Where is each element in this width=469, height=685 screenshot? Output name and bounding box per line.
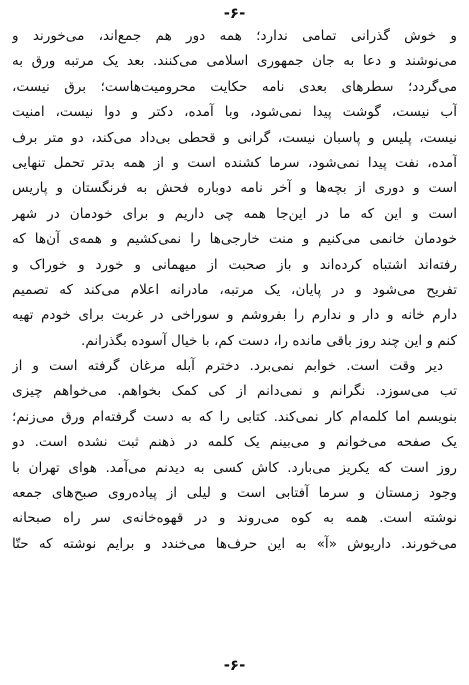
text-line: است و این که ما در این‌جا همه چی داریم و برای خودمان در شهر — [12, 205, 457, 222]
text-line: تب می‌سوزد. نگرانم و نمی‌دانم از کی کمک بخواهم. می‌خواهم چیزی — [12, 383, 457, 400]
text-line: است و دوری از بچه‌ها و آخر نامه دوباره فحش به فرنگستان و پاریس — [12, 180, 457, 197]
text-line: روز است که یکریز می‌بارد. کاش کسی به دیدنم می‌آمد. هوای تهران با — [12, 459, 457, 476]
text-line: و خوش گذرانی تمامی ندارد؛ همه دور هم جمع‌اند، می‌خورند و — [12, 28, 457, 44]
text-line: دیر وقت است. خوابم نمی‌برد. دخترم آبله مرغان گرفته است و از — [12, 358, 443, 375]
text-line: بنویسم اما کلمه‌ام کار نمی‌کند. کتابی را که به دست گرفته‌ام ورق می‌زنم؛ — [12, 408, 457, 425]
page-number-top: -۶- — [223, 4, 246, 22]
text-line: کنم و این چند روز باقی مانده را، دست کم، با خیال آسوده بگذرانم. — [81, 332, 457, 349]
body-text — [12, 24, 457, 557]
text-line: خودمان خانمی می‌کنیم و منت خارجی‌ها را نمی‌کشیم و همه‌ی آن‌ها که — [12, 231, 457, 248]
text-line: آمده، نفت پیدا نمی‌شود، سرما کشنده است و از همه بدتر تحمل تنهایی — [12, 154, 457, 171]
text-line: می‌خورند. داریوش «آ» به این حرف‌ها می‌خندد و برایم نوشته که حتّا — [12, 535, 457, 552]
text-line: تفریح می‌شود و در پایان، یک مرتبه، مادرانه اعلام می‌کند که تصمیم — [12, 281, 457, 298]
text-line: دارم خانه و دار و ندارم را بفروشم و سوراخی در غربت برای خودم تهیه — [12, 307, 457, 324]
text-line: آب نیست، گوشت پیدا نمی‌شود، وبا آمده، دکتر و دوا نیست، امنیت — [12, 104, 457, 121]
text-line: نیست، پلیس و پاسبان نیست، گرانی و قحطی بی‌داد می‌کند، دو متر برف — [12, 129, 457, 146]
text-line: می‌نوشند و دعا به جان جمهوری اسلامی می‌کنند. بعد یک مرتبه ورق به — [12, 53, 457, 70]
text-line: رفته‌اند اشتباه کرده‌اند و باز صحبت از میهمانی و خورد و خوراک و — [12, 256, 457, 273]
page-number-bottom: -۶- — [223, 656, 246, 674]
text-line: نوشته است. همه به کوه می‌روند و در قهوه‌خانه‌ی سر راه صبحانه — [12, 510, 457, 527]
text-line: یک صفحه می‌خوانم و می‌بینم یک کلمه در ذهنم ثبت نشده است. دو — [12, 434, 457, 451]
text-line: وجود زمستان و سرما آفتابی است و لیلی از پیاده‌روی صبح‌های جمعه — [12, 485, 457, 502]
text-line: می‌گردد؛ سطرهای بعدی نامه حکایت محرومیت‌هاست؛ برق نیست، — [12, 78, 457, 95]
